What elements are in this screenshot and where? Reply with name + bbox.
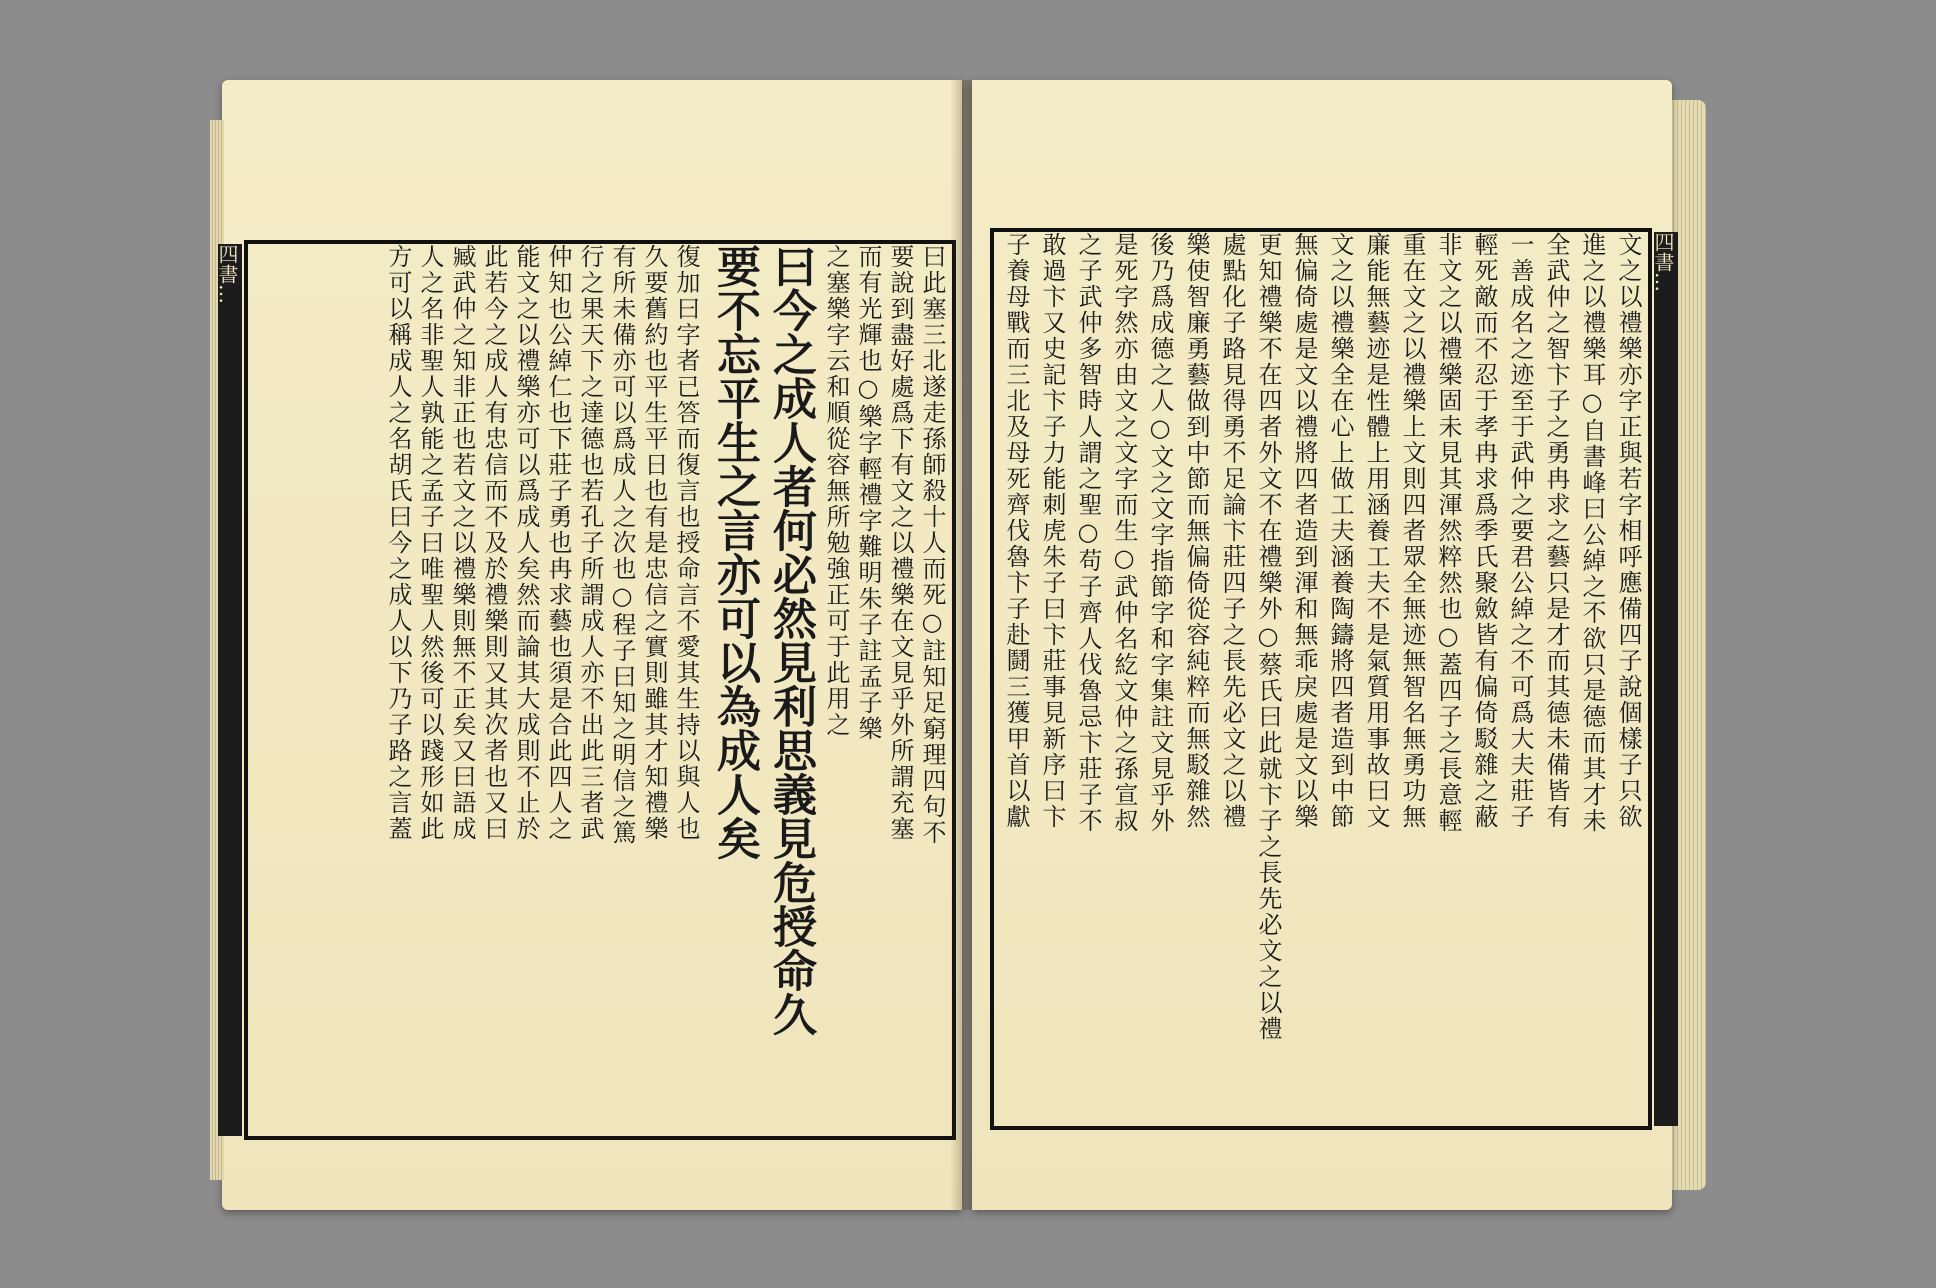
note-column: 更知禮樂不在四者外文不在禮樂外○蔡氏曰此就卞子之長先必文之以禮 bbox=[1254, 232, 1282, 1042]
note-column: 曰此塞三北遂走孫師殺十人而死○註知足窮理四句不 bbox=[918, 244, 946, 846]
note-column: 子養母戰而三北及母死齊伐魯卞子赴鬪三獲甲首以獻 bbox=[1002, 232, 1030, 830]
note-column: 要說到盡好處爲下有文之以禮樂在文見乎外所謂充塞 bbox=[886, 244, 914, 842]
note-column: 而有光輝也○樂字輕禮字難明朱子註孟子樂 bbox=[854, 244, 882, 742]
note-column: 重在文之以禮樂上文則四者眾全無迹無智名無勇功無 bbox=[1398, 232, 1426, 830]
note-column: 敢過卞又史記卞子力能刺虎朱子曰卞莊事見新序曰卞 bbox=[1038, 232, 1066, 830]
note-column: 文之以禮樂全在心上做工夫涵養陶鑄將四者造到中節 bbox=[1326, 232, 1354, 830]
note-column: 後乃爲成德之人○文之文字指節字和字集註文見乎外 bbox=[1146, 232, 1174, 834]
note-column: 行之果天下之達德也若孔子所謂成人亦不出此三者武 bbox=[576, 244, 604, 842]
note-column: 廉能無藝迹是性體上用涵養工夫不是氣質用事故曰文 bbox=[1362, 232, 1390, 830]
right-page-spine-label: 四書… bbox=[1654, 232, 1678, 1126]
note-column: 輕死敵而不忍于孝冉求爲季氏聚斂皆有偏倚駁雜之蔽 bbox=[1470, 232, 1498, 830]
note-column: 全武仲之智卞子之勇冉求之藝只是才而其德未備皆有 bbox=[1542, 232, 1570, 830]
note-column: 復加曰字者已答而復言也授命言不愛其生持以與人也 bbox=[672, 244, 700, 842]
left-text-frame bbox=[215, 240, 956, 1140]
note-column: 臧武仲之知非正也若文之以禮樂則無不正矣又曰語成 bbox=[448, 244, 476, 842]
note-column: 處點化子路見得勇不足論卞莊四子之長先必文之以禮 bbox=[1218, 232, 1246, 830]
note-column: 非文之以禮樂固未見其渾然粹然也○蓋四子之長意輕 bbox=[1434, 232, 1462, 834]
note-column: 之塞樂字云和順從容無所勉強正可于此用之 bbox=[822, 244, 850, 738]
note-column: 無偏倚處是文以禮將四者造到渾和無乖戾處是文以樂 bbox=[1290, 232, 1318, 830]
note-column: 是死字然亦由文之文字而生○武仲名紇文仲之孫宣叔 bbox=[1110, 232, 1138, 834]
note-column: 進之以禮樂耳○自書峰曰公綽之不欲只是德而其才未 bbox=[1578, 232, 1606, 834]
note-column: 樂使智廉勇藝做到中節而無偏倚從容純粹而無駁雜然 bbox=[1182, 232, 1210, 830]
note-column: 有所未備亦可以爲成人之次也○程子曰知之明信之篤 bbox=[608, 244, 636, 846]
note-column: 此若今之成人有忠信而不及於禮樂則又其次者也又曰 bbox=[480, 244, 508, 842]
open-book bbox=[215, 80, 1702, 1230]
right-page bbox=[972, 80, 1675, 1210]
left-page bbox=[215, 80, 962, 1210]
right-text-frame bbox=[990, 228, 1675, 1130]
note-column: 方可以稱成人之名胡氏曰今之成人以下乃子路之言蓋 bbox=[384, 244, 412, 842]
note-column: 仲知也公綽仁也下莊子勇也冉求藝也須是合此四人之 bbox=[544, 244, 572, 842]
left-page-spine-label: 四書… bbox=[218, 244, 242, 1136]
main-text-column: 曰今之成人者何必然見利思義見危授命久 bbox=[765, 244, 816, 1036]
note-column: 文之以禮樂亦字正與若字相呼應備四子說個樣子只欲 bbox=[1614, 232, 1642, 830]
note-column: 人之名非聖人孰能之孟子曰唯聖人然後可以踐形如此 bbox=[416, 244, 444, 842]
note-column: 之子武仲多智時人謂之聖○苟子齊人伐魯忌卞莊子不 bbox=[1074, 232, 1102, 834]
main-text-column: 要不忘平生之言亦可以為成人矣 bbox=[709, 244, 760, 860]
note-column: 一善成名之迹至于武仲之要君公綽之不可爲大夫莊子 bbox=[1506, 232, 1534, 830]
note-column: 能文之以禮樂亦可以爲成人矣然而論其大成則不止於 bbox=[512, 244, 540, 842]
note-column: 久要舊約也平生平日也有是忠信之實則雖其才知禮樂 bbox=[640, 244, 668, 842]
